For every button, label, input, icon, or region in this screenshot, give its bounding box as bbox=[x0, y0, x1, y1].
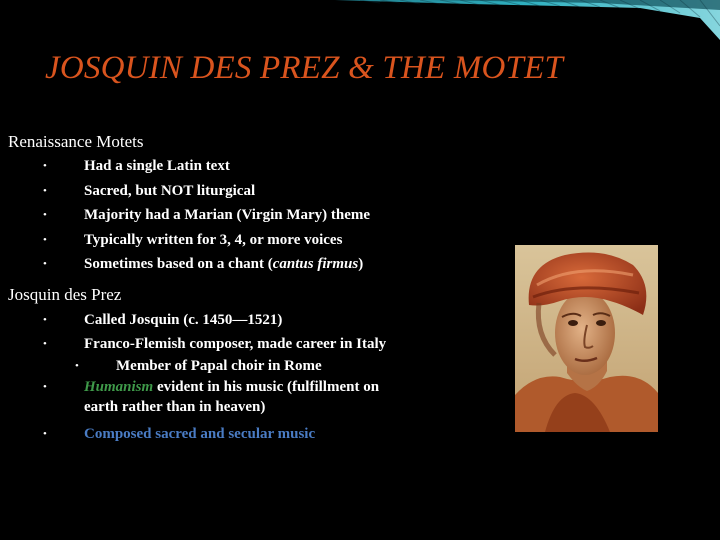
bullet-icon: • bbox=[43, 380, 47, 393]
bullet-icon: • bbox=[43, 160, 47, 172]
section-heading-renaissance-motets: Renaissance Motets bbox=[8, 132, 144, 151]
renaissance-motets-list bbox=[0, 154, 371, 277]
slide-title: JOSQUIN DES PREZ & THE MOTET bbox=[45, 50, 564, 86]
sub-list-item bbox=[0, 355, 322, 377]
list-item-text: Called Josquin (c. 1450—1521) bbox=[84, 312, 283, 328]
bullet-icon: • bbox=[43, 337, 47, 350]
list-item bbox=[0, 333, 387, 355]
list-item bbox=[0, 308, 283, 333]
text-segment: evident in his music (fulfillment on bbox=[153, 378, 380, 395]
bullet-icon: • bbox=[43, 258, 47, 270]
list-item-text bbox=[84, 252, 363, 277]
list-item bbox=[0, 179, 256, 204]
bullet-icon: • bbox=[43, 184, 47, 197]
text-segment: ) bbox=[358, 256, 364, 272]
cantus-firmus-term: cantus firmus bbox=[272, 256, 359, 272]
text-segment: Sometimes based on a chant ( bbox=[84, 256, 273, 272]
list-item bbox=[0, 422, 316, 447]
list-item-text: Member of Papal choir in Rome bbox=[116, 357, 322, 374]
list-item bbox=[0, 377, 380, 422]
list-item-text bbox=[84, 377, 379, 417]
bullet-icon: • bbox=[75, 359, 79, 372]
josquin-list bbox=[0, 308, 387, 446]
josquin-portrait-image bbox=[515, 245, 658, 432]
list-item-text: Franco-Flemish composer, made career in Italy bbox=[84, 335, 387, 352]
humanism-term: Humanism bbox=[84, 378, 154, 395]
list-item-text: Typically written for 3, 4, or more voices bbox=[84, 231, 343, 248]
text-segment: earth rather than in heaven) bbox=[84, 398, 266, 415]
list-item bbox=[0, 228, 343, 253]
list-item-text: Sacred, but NOT liturgical bbox=[84, 182, 256, 199]
section-heading-josquin-des-prez: Josquin des Prez bbox=[8, 285, 122, 304]
list-item bbox=[0, 203, 371, 228]
list-item-text: Majority had a Marian (Virgin Mary) theme bbox=[84, 207, 371, 223]
list-item-text: Had a single Latin text bbox=[84, 158, 230, 174]
list-item bbox=[0, 154, 230, 179]
bullet-icon: • bbox=[43, 427, 47, 440]
list-item bbox=[0, 252, 364, 277]
bullet-icon: • bbox=[43, 314, 47, 326]
bullet-icon: • bbox=[43, 209, 47, 221]
list-item-text: Composed sacred and secular music bbox=[84, 425, 316, 442]
bullet-icon: • bbox=[43, 233, 47, 246]
